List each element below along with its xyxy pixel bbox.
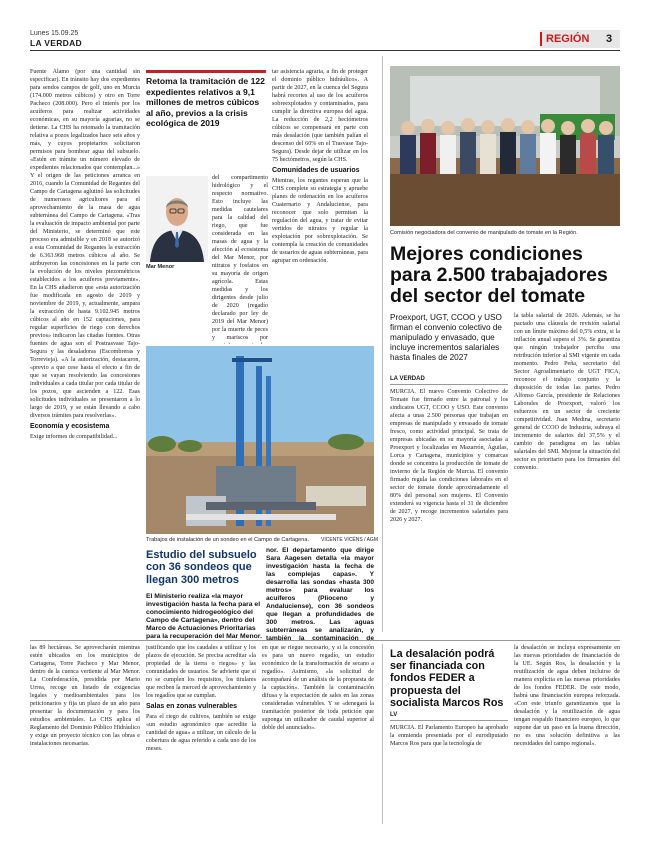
feder-byline-rule <box>390 720 508 721</box>
left-column-subhead: Economía y ecosistema <box>30 423 110 430</box>
header-date: Lunes 15.09.25 <box>30 30 79 37</box>
middle-column-subtext: Mientras, los regantes esperan que la CHS complete su estrategia y apruebe planes de ordenación en los acuíferos Cuaternario y Andaluciense, para reconocer que solo permitan la regulación del agua, y tratar de evitar vertidos de nitratos y regular la explotación por sobrexplotación. Se contempla la creación de comunidades de usuarios de aguas subterráneas, para agrupar en ordenación. <box>272 178 368 264</box>
bottom-col3-paragraph: en que se riegue necesario, y si la concesión es para un nuevo regadío, un estudio económico de la transformación de secano a regadío». Asimismo, «la solicitud de acompañará de un análisis de la propuesta de la captación». También la contaminación difusa y la expectación de sales en las zonas consideradas vulnerables. Y se «denegará la tramitación posterior de toda petición que suponga un utilizador de caudal superior al doble del anunciado». <box>262 645 374 731</box>
bottom-col2 <box>146 644 256 822</box>
sondeo-headline: Estudio del subsuelo con 36 sondeos que llegan 300 metros <box>146 549 257 586</box>
feder-body-col2 <box>514 644 620 822</box>
section-tab <box>540 30 620 48</box>
sondeo-photo-credit: VICENTE VICÉNS / AGM <box>321 537 378 543</box>
tomato-body-paragraph-2: la tabla salarial de 2026. Además, se ha pactado una cláusula de revisión salarial con un límite máximo del 0,5% extra, si la inflación anual supera el 3%. Se garantiza que ningún trabajador perciba una retribución inferior al SMI vigente en cada momento. Pedro Peña, secretario del Sector Agroalimentario de UGT FICA, reconoce el trabajo conjunto y la disposición de todas las partes. Pedro Alfonso García, presidente de Relaciones Laborales de Proexport, valoró los esfuerzos en un sector de creciente competitividad. Juan Medina, secretario general de CCOO de Industria, subraya el incremento de salarios del 37,5% y el cambio de paradigma en las tablas salariales del SMI. Mejorar la situación del sector es prioritario para los firmantes del convenio. <box>514 313 620 471</box>
vertical-divider-bottom <box>382 644 383 824</box>
bottom-col2-paragraph: justificando que los caudales a utilizar y los plazos de ejecución. Se precisa acreditar «la propiedad de la tierra o riegos» y las comunidades de usuarios. Se advierte que si no se cumplen los requisitos, los titulares que reciben la merced de aprovechamiento y los regadíos que se cumplan. <box>146 645 256 699</box>
bottom-col2-subhead: Salas en zonas vulnerables <box>146 703 238 710</box>
feder-body-paragraph-1: MURCIA. El Parlamento Europeo ha aprobado la enmienda presentada por el eurodiputado Marcos Ros para que la tecnología de <box>390 725 508 747</box>
group-photo-caption: Comisión negociadora del convenio de manipulado de tomate en la Región. <box>390 230 578 236</box>
tomato-body-paragraph-1: MURCIA. El nuevo Convenio Colectivo de Tomate fue firmado entre la patronal y los sindicatos UGT, CCOO y USO. Este convenio afecta a unas 2.500 personas que trabajan en empresas de manipulado y envasado de tomate fresco, como actividad principal. Se trata de empresas ubicadas en su mayoría asociadas a Proexport y localizadas en Mazarrón, Águilas, Lorca y Cartagena, municipios y comarcas donde se concentra la producción de tomate de invierno de la Región de Murcia. El convenio firmado regula las condiciones laborales en el sector de tomate donde aproximadamente el 80% del personal son mujeres. El Convenio extenderá su vigencia hasta el 31 de diciembre de 2027, y recoge incrementos salariales para 2026 y 2027. <box>390 389 508 523</box>
group-photo <box>390 66 620 226</box>
section-accent <box>540 32 542 46</box>
boxed-story <box>146 70 266 129</box>
bottom-col3 <box>262 644 374 822</box>
bottom-col1 <box>30 644 140 822</box>
sondeo-photo-caption: Trabajos de instalación de un sondeo en el Campo de Cartagena. <box>146 537 310 543</box>
tomato-byline: LA VERDAD <box>390 376 425 382</box>
section-label: REGIÓN <box>546 33 590 45</box>
tomato-lede: Proexport, UGT, CCOO y USO firman el convenio colectivo de manipulado y envasado, que incluye incrementos salariales hasta finales de 2027 <box>390 313 502 362</box>
vertical-divider-main <box>382 56 383 632</box>
bottom-section-rule <box>30 640 620 641</box>
boxed-right-text <box>212 174 268 344</box>
page-number: 3 <box>606 33 613 45</box>
header-rule <box>30 50 620 51</box>
tomato-byline-rule <box>390 384 508 385</box>
tomato-headline: Mejores condiciones para 2.500 trabajadores del sector del tomate <box>390 243 608 307</box>
tomato-body-col1 <box>390 388 508 632</box>
middle-column <box>272 68 368 344</box>
sondeo-lede: El Ministerio realiza «la mayor investigación hasta la fecha para el conocimiento hidrogeológico del Campo de Cartagena», dentro del Marco de Actuaciones Prioritarias para la recuperación del Mar Menor. <box>146 593 262 640</box>
mugshot-caption: Mar Menor <box>146 264 175 270</box>
left-column-text: Fuente Álamo (por una cantidad sin especificar). En tránsito hay dos expedientes para sendos campos de golf, uno en Murcia (174.000 metros cúbicos) y otro en Torre Pacheco (208.000). Pero el interés por los acuíferos para realizar actividades económicas, en su mayoría agrarias, no se detiene. La CHS ha retomado la tramitación relativa a pozos legalizados hace seis años y más, y cuyos propietarios solicitaron permisos para bombear agua del subsuelo. «Estén en trámite un número elevado de expedientes relacionados que contemplan...» Y el origen de las peticiones arranca en 2016, cuando la Comunidad de Regantes del Campo de Cartagena aglutinó las solicitudes de numerosos agricultores para el aprovechamiento de la masa de agua subterránea del Campo de Cartagena. «Tras la evaluación de impacto ambiental por parte del Ministerio, se determinó que este proceso era admisible y en 2018 se autorizó a esta Comunidad de Regantes la extracción de 6.363.968 metros cúbicos al año. Se atribuyeron las concesiones en la parte con la evolución de los niveles piezométricos establecidos a los acuíferos previamente». En la CHS añadieron que «esta autorización fue modificada en agosto de 2019 y noviembre de 2019, y, actualmente, ampara la extracción de hasta 9.102.945 metros cúbicos al año en 152 captaciones, para regular superficies de riego con derechos previos» indicaron las citadas fuentes. Otras fuentes de agua son el Postrasvase Tajo-Segura y las desaladoras (Escombreras y Torrevieja). «A la autorización, destacaron, «previo a que cese hasta el efecto a fin de que se vayan resolviendo las concesiones individuales a cada titular por cada titular de los pozos, que ascienden a 122. Esas solicitudes individuales se presentaron a lo largo de 2019, y se están llevando a cabo diversos trámites para resolverlas». <box>30 69 140 419</box>
header-brand: LA VERDAD <box>30 38 82 48</box>
tomato-body-col2 <box>514 312 620 632</box>
sondeo-photo <box>146 346 374 534</box>
feder-body-col1 <box>390 724 508 822</box>
boxed-headline: Retoma la tramitación de 122 expedientes relativos a 9,1 millones de metros cúbicos al año, previos a la crisis ecológica de 2019 <box>146 76 265 128</box>
left-column-subtext: Exige informes de compatibilidad... <box>30 434 118 440</box>
feder-body-paragraph-2: la desalación se incluya expresamente en las nuevas prioridades de financiación de la UE. Según Ros, la desalación y la reutilización de agua deben incluirse de manera explícita en las nuevas prioridades de los fondos FEDER. De este modo, habrá una financiación europea reforzada. «Con este triunfo garantizamos que la desalación y la reutilización de agua tengan respaldo financiero europeo, lo que supone dar un paso en la buena dirección, no es una solución definitiva a las necesidades del campo regional». <box>514 645 620 747</box>
mugshot-portrait <box>146 176 208 262</box>
boxed-right-paragraph: del compartimento hidrológico y el respecto normativo. Esto incluye las medidas cautelares para la calidad del riego, que fue considerada en las masas de agua y la afección al ecosistema del Mar Menor, por nitratos y fosfatos en su mayoría de origen agrícola. Estas medidas y los dirigentes desde julio de 2020 (regadío declarado por ley de 2019 del Mar Menor) por la muerte de peces y mariscos por <box>212 175 268 341</box>
group-photo-image <box>390 66 620 226</box>
middle-column-text: tar asistencia agraria, a fin de proteger el dominio público hidráulico». A partir de 2027, en la cuenca del Segura habrá recortes al uso de los acuíferos sobreexplotados y contaminados, para cumplir la directiva europea del agua. La reducción de 2,2 hectómetros cúbicos se compensará en parte con más desalación (que también palían el descenso del 60% en el Trasvase Tajo-Segura). Desde dejar de utilizar en los 75 hectómetros, según la CHS. <box>272 69 368 163</box>
bottom-col2-subtext: Para el riego de cultivos, también se exige «un estudio agronómico que acredite la cantidad de agua» a utilizar, un cálculo de la cobertura de agua referido a cada uno de los meses. <box>146 714 256 752</box>
left-column <box>30 68 140 630</box>
bottom-col1-paragraph: las 89 hectáreas. Se aprovecharán mientras estén ubicados en los municipios de Cartagena, Torre Pacheco y Mar Menor, dentro de la cuenca vertiente al Mar Menor. La Confederación, presidida por Mario Urrea, recoge un listado de exigencias legales y medioambientales para los peticionarios y fija un plazo de un año para presentar la documentación y para los estudios ambientales. La CHS aplica el Reglamento del Dominio Público Hidráulico y exige un proyecto técnico con las obras e instalaciones necesarias. <box>30 645 140 747</box>
feder-byline: LV <box>390 712 398 718</box>
sondeo-photo-image <box>146 346 374 534</box>
sondeo-body: nor. El departamento que dirige Sara Aagesen detalla «la mayor investigación hasta la fecha de las complejas capas». Y desarrolla las sondas «hasta 300 metros» para evaluar los acuíferos (Plioceno y Andaluciense), con 36 sondeos que llegan a profundidades de 300 metros. Las aguas subterráneas se analizarán, y también la contaminación de <box>266 547 374 642</box>
middle-column-subhead: Comunidades de usuarios <box>272 167 360 174</box>
feder-headline: La desalación podrá ser financiada con fondos FEDER a propuesta del socialista Marcos Ros <box>390 648 504 709</box>
mugshot <box>146 176 208 262</box>
